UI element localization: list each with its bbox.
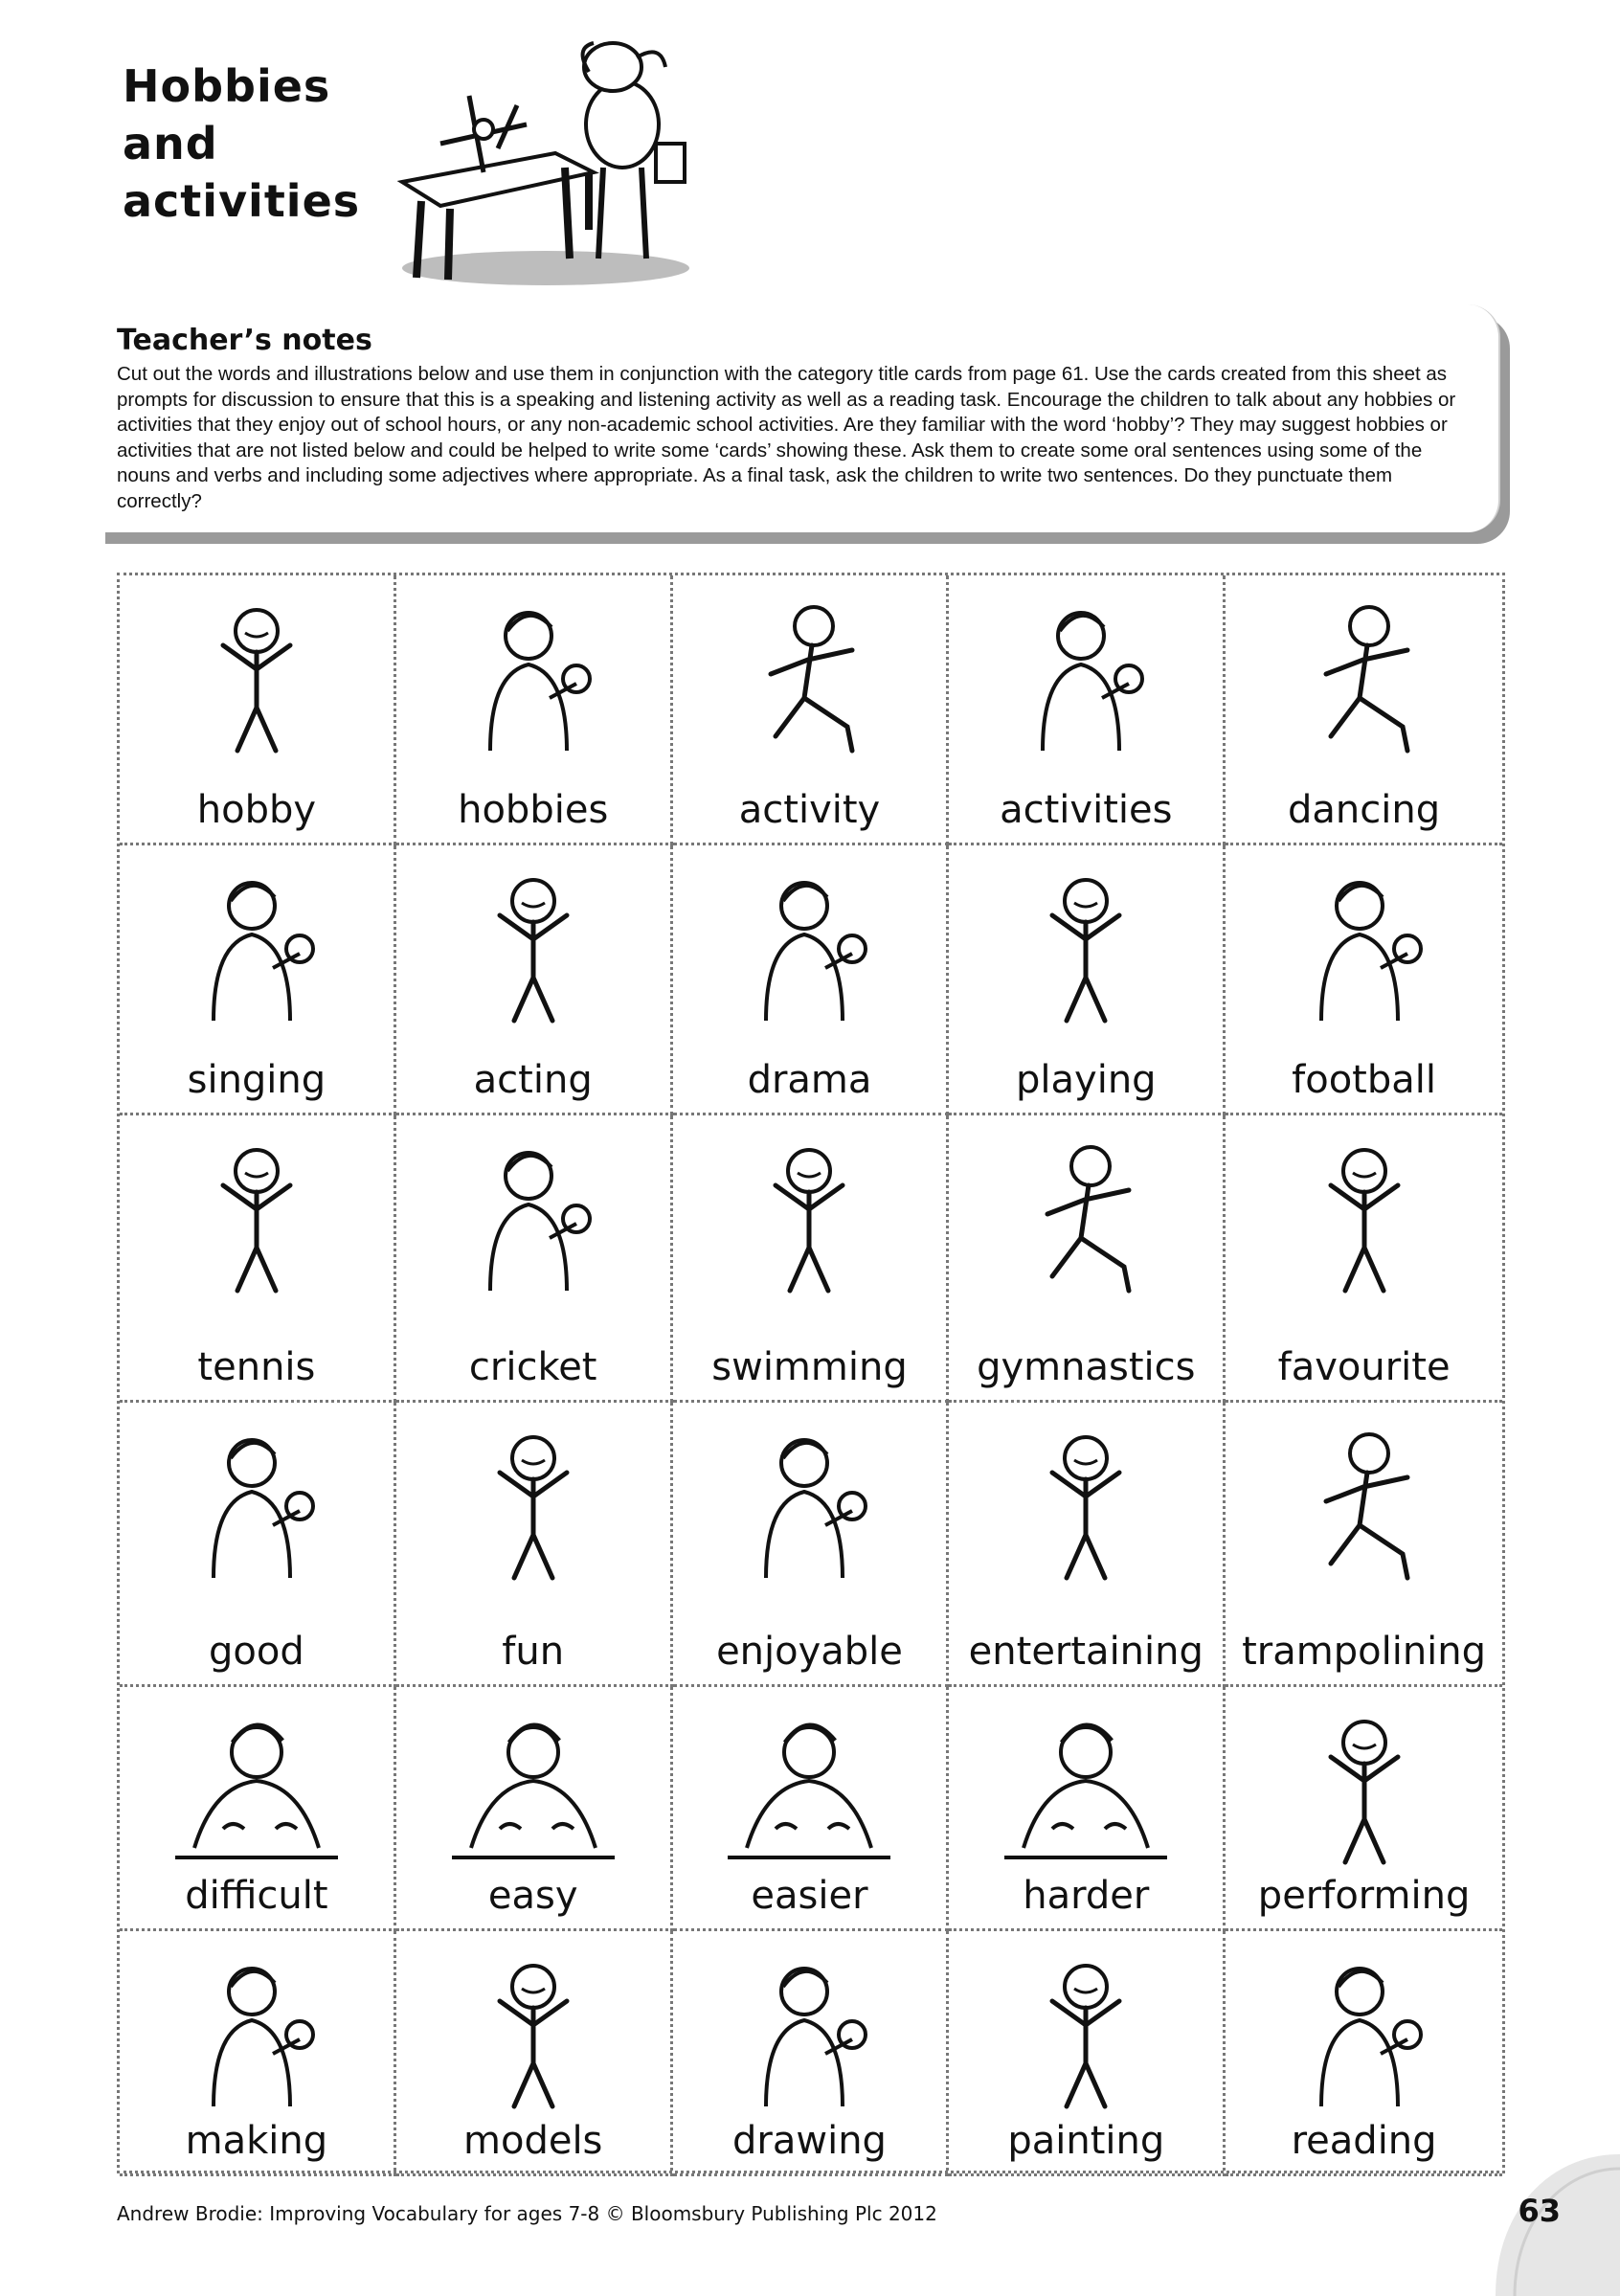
word-card-playing bbox=[949, 845, 1226, 1115]
singing-girl-icon bbox=[156, 863, 357, 1025]
word-card-easier bbox=[673, 1687, 950, 1931]
card-word: gymnastics bbox=[977, 1345, 1196, 1389]
clown-icon bbox=[1264, 1704, 1465, 1867]
card-word: football bbox=[1292, 1058, 1436, 1102]
clapping-boy-icon bbox=[985, 1420, 1186, 1583]
card-word: activities bbox=[1000, 788, 1173, 832]
boy-struggling-icon bbox=[156, 1704, 357, 1867]
card-word: hobby bbox=[196, 788, 317, 832]
children-with-hoop-and-ball-icon bbox=[985, 593, 1186, 755]
word-card-enjoyable bbox=[673, 1403, 950, 1687]
word-card-activity bbox=[673, 575, 950, 845]
card-word: swimming bbox=[711, 1345, 908, 1389]
word-card-cricket bbox=[396, 1115, 673, 1403]
card-word: painting bbox=[1007, 2119, 1165, 2163]
binoculars-icon bbox=[156, 593, 357, 755]
card-word: acting bbox=[473, 1058, 593, 1102]
model-toys-icon bbox=[433, 1948, 634, 2111]
word-card-swimming bbox=[673, 1115, 950, 1403]
boy-with-book-icon bbox=[1264, 1133, 1465, 1295]
card-word: drama bbox=[747, 1058, 872, 1102]
footer-credit: Andrew Brodie: Improving Vocabulary for ages 7-8 © Bloomsbury Publishing Plc 2012 bbox=[117, 2202, 937, 2225]
card-word: easier bbox=[751, 1874, 868, 1918]
card-word: entertaining bbox=[968, 1630, 1204, 1674]
boy-with-small-ring-icon bbox=[433, 1704, 634, 1867]
swimmer-icon bbox=[709, 1133, 910, 1295]
yoyo-boy-icon bbox=[433, 1420, 634, 1583]
card-word: favourite bbox=[1277, 1345, 1451, 1389]
word-card-gymnastics bbox=[949, 1115, 1226, 1403]
dog-building-model-plane-illustration bbox=[393, 38, 709, 297]
card-word: difficult bbox=[185, 1874, 328, 1918]
teachers-notes-panel bbox=[96, 304, 1500, 532]
cricket-batter-icon bbox=[433, 1133, 634, 1295]
children-running-icon bbox=[709, 593, 910, 755]
dancing-boy-icon bbox=[1264, 593, 1465, 755]
word-card-harder bbox=[949, 1687, 1226, 1931]
card-word: singing bbox=[187, 1058, 326, 1102]
card-word: reading bbox=[1291, 2119, 1437, 2163]
card-word: harder bbox=[1023, 1874, 1150, 1918]
word-card-fun bbox=[396, 1403, 673, 1687]
boy-reading-icon bbox=[1264, 1948, 1465, 2111]
girl-making-icon bbox=[156, 1948, 357, 2111]
word-card-acting bbox=[396, 845, 673, 1115]
notes-body: Cut out the words and illustrations below and use them in conjunction with the category title cards from page 61. Use the cards created from this sheet as prompts for discussion to ensure that this is a speaking and listening activity as well as a reading task. Encourage the children to talk about any hobbies or activities that they enjoy out of school hours, or any non-academic school activities. Are they familiar with the word ‘hobby’? They may suggest hobbies or activities that are not listed below and could be helped to write some ‘cards’ showing these. Ask them to create some oral sentences using some of the nouns and verbs and including some adjectives where appropriate. As a final task, ask the children to write two sentences. Do they punctuate them correctly? bbox=[117, 363, 1456, 512]
drama-group-icon bbox=[709, 863, 910, 1025]
card-word: models bbox=[463, 2119, 603, 2163]
card-word: playing bbox=[1016, 1058, 1157, 1102]
card-word: enjoyable bbox=[716, 1630, 903, 1674]
gymnast-icon bbox=[985, 1133, 1186, 1295]
word-card-good bbox=[120, 1403, 396, 1687]
word-card-easy bbox=[396, 1687, 673, 1931]
card-word: dancing bbox=[1288, 788, 1441, 832]
card-word: making bbox=[185, 2119, 328, 2163]
notes-heading: Teacher’s notes bbox=[117, 324, 372, 357]
word-card-football bbox=[1226, 845, 1502, 1115]
word-card-tennis bbox=[120, 1115, 396, 1403]
boy-twisting-icon bbox=[985, 1704, 1186, 1867]
card-word: fun bbox=[502, 1630, 565, 1674]
word-card-difficult bbox=[120, 1687, 396, 1931]
girl-painting-icon bbox=[985, 1948, 1186, 2111]
card-word: easy bbox=[487, 1874, 578, 1918]
card-word: performing bbox=[1257, 1874, 1471, 1918]
word-card-hobbies bbox=[396, 575, 673, 845]
card-word: tennis bbox=[197, 1345, 316, 1389]
word-card-grid bbox=[117, 573, 1505, 2173]
word-card-singing bbox=[120, 845, 396, 1115]
card-word: hobbies bbox=[458, 788, 609, 832]
card-word: good bbox=[209, 1630, 304, 1674]
boy-with-plane-and-ball-icon bbox=[433, 593, 634, 755]
word-card-drawing bbox=[673, 1931, 950, 2176]
word-card-favourite bbox=[1226, 1115, 1502, 1403]
word-card-performing bbox=[1226, 1687, 1502, 1931]
boy-playing-icon bbox=[985, 863, 1186, 1025]
card-word: drawing bbox=[732, 2119, 887, 2163]
page-title: Hobbies and activities bbox=[123, 60, 361, 227]
fisherman-icon bbox=[709, 1420, 910, 1583]
thumbs-up-girl-icon bbox=[156, 1420, 357, 1583]
word-card-hobby bbox=[120, 575, 396, 845]
word-card-dancing bbox=[1226, 575, 1502, 845]
word-card-entertaining bbox=[949, 1403, 1226, 1687]
card-word: trampolining bbox=[1242, 1630, 1487, 1674]
page-number: 63 bbox=[1518, 2193, 1561, 2229]
word-card-making bbox=[120, 1931, 396, 2176]
word-card-drama bbox=[673, 845, 950, 1115]
tennis-player-icon bbox=[156, 1133, 357, 1295]
trampoline-icon bbox=[1264, 1420, 1465, 1583]
word-card-trampolining bbox=[1226, 1403, 1502, 1687]
actor-icon bbox=[433, 863, 634, 1025]
boy-with-big-ring-icon bbox=[709, 1704, 910, 1867]
boy-drawing-icon bbox=[709, 1948, 910, 2111]
footballer-icon bbox=[1264, 863, 1465, 1025]
card-word: cricket bbox=[468, 1345, 597, 1389]
word-card-painting bbox=[949, 1931, 1226, 2176]
word-card-activities bbox=[949, 575, 1226, 845]
word-card-models bbox=[396, 1931, 673, 2176]
word-card-reading bbox=[1226, 1931, 1502, 2176]
card-word: activity bbox=[738, 788, 881, 832]
